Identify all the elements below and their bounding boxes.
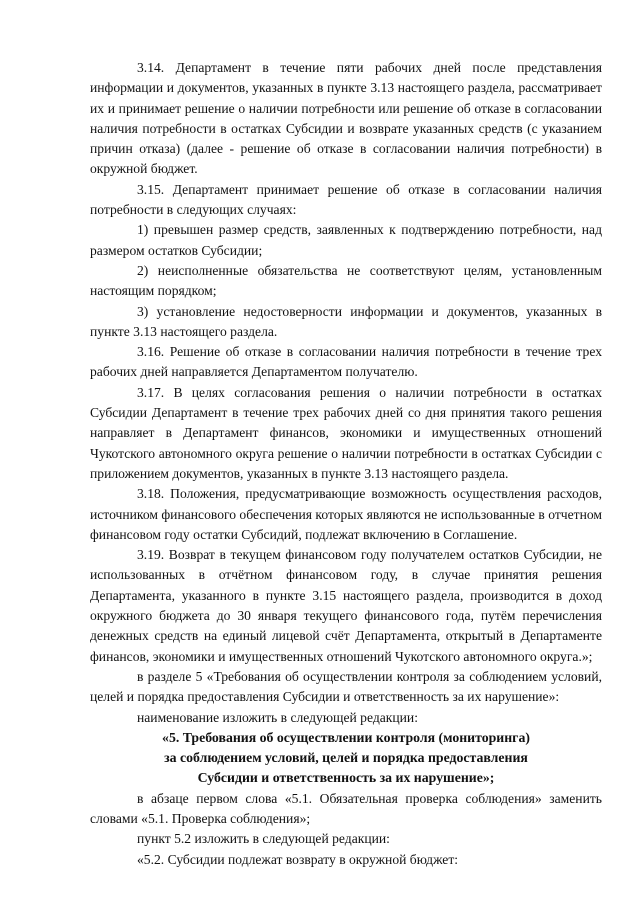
amendment-section-5-intro: в разделе 5 «Требования об осуществлении контроля за соблюдением условий, целей и порядка предоставления Субсидии и ответственность за их нарушение»: bbox=[90, 668, 602, 705]
paragraph-3-18: 3.18. Положения, предусматривающие возможность осуществления расходов, источником финансового обеспечения которых являются не использованные в отчетном финансовом году остатки Субсидий, подлежат включению в Соглашение. bbox=[90, 486, 602, 542]
list-item-1: 1) превышен размер средств, заявленных к подтверждению потребности, над размером остатков Субсидии; bbox=[90, 222, 602, 258]
list-item-2: 2) неисполненные обязательства не соответствуют целям, установленным настоящим порядком; bbox=[90, 262, 602, 299]
amendment-point-5-2-instruction: пункт 5.2 изложить в следующей редакции: bbox=[137, 831, 390, 847]
section-5-heading-line: Субсидии и ответственность за их нарушение»; bbox=[197, 770, 495, 786]
paragraph-3-15: 3.15. Департамент принимает решение об отказе в согласовании наличия потребности в следующих случаях: bbox=[90, 181, 602, 218]
document-page bbox=[90, 58, 602, 870]
amendment-title-instruction: наименование изложить в следующей редакции: bbox=[137, 709, 418, 725]
paragraph-3-14: 3.14. Департамент в течение пяти рабочих дней после представления информации и документов, указанных в пункте 3.13 настоящего раздела, рассматривает их и принимает решение о наличии потребности или решение об отказе в согласовании наличия потребности в остатках Субсидии и возврате указанных средств (с указанием причин отказа) (далее - решение об отказе в согласовании наличия потребности) в окружной бюджет. bbox=[90, 60, 602, 177]
section-5-heading-line: «5. Требования об осуществлении контроля (мониторинга) bbox=[162, 729, 530, 745]
paragraph-3-16: 3.16. Решение об отказе в согласовании наличия потребности в течение трех рабочих дней направляется Департаментом получателю. bbox=[90, 344, 602, 380]
section-5-heading bbox=[90, 728, 602, 789]
paragraph-3-17: 3.17. В целях согласования решения о наличии потребности в остатках Субсидии Департамент в течение трех рабочих дней со дня принятия такого решения направляет в Департамент финансов, экономики и имущественных отношений Чукотского автономного округа решение о наличии потребности в остатках Субсидии с приложением документов, указанных в пункте 3.13 настоящего раздела. bbox=[90, 384, 602, 481]
amendment-paragraph-5-1: в абзаце первом слова «5.1. Обязательная проверка соблюдения» заменить словами «5.1. Проверка соблюдения»; bbox=[90, 790, 602, 826]
section-5-heading-line: за соблюдением условий, целей и порядка предоставления bbox=[164, 750, 528, 766]
amendment-point-5-2-text: «5.2. Субсидии подлежат возврату в окружной бюджет: bbox=[137, 851, 459, 867]
paragraph-3-19: 3.19. Возврат в текущем финансовом году получателем остатков Субсидии, не использованных в отчётном финансовом году, в случае принятия решения Департамента, указанного в пункте 3.15 настоящего раздела, производится в доход окружного бюджета до 30 января текущего финансового года, путём перечисления денежных средств на единый лицевой счёт Департамента, открытый в Департаменте финансов, экономики и имущественных отношений Чукотского автономного округа.»; bbox=[90, 547, 602, 664]
list-item-3: 3) установление недостоверности информации и документов, указанных в пункте 3.13 настоящего раздела. bbox=[90, 303, 602, 339]
